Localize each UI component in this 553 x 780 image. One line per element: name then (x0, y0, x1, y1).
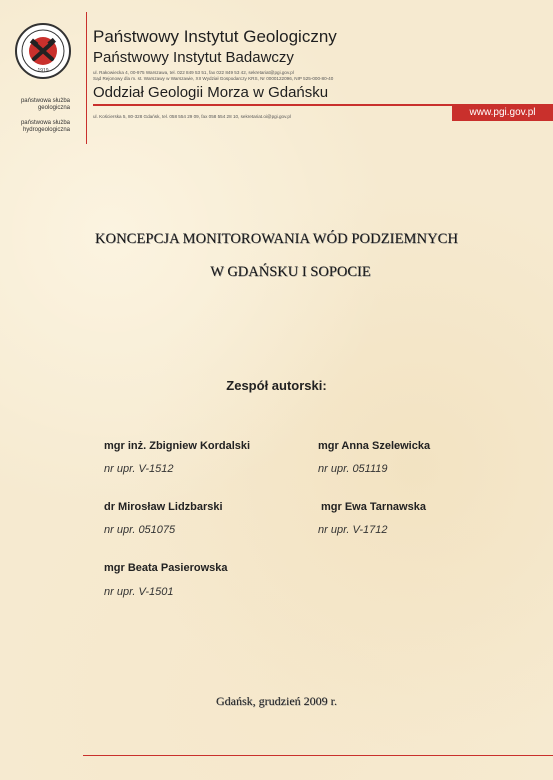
svg-text:1919: 1919 (37, 68, 49, 74)
side-note-hydrogeological: państwowa służba hydrogeologiczna (20, 120, 70, 133)
document-title-line-1: KONCEPCJA MONITOROWANIA WÓD PODZIEMNYCH (94, 231, 459, 247)
org-subtitle: Państwowy Instytut Badawczy (93, 49, 294, 66)
place-and-date: Gdańsk, grudzień 2009 r. (216, 694, 337, 708)
team-heading: Zespół autorski: (226, 378, 327, 393)
footer-red-rule (83, 755, 553, 756)
branch-name: Oddział Geologii Morza w Gdańsku (93, 84, 329, 101)
document-title-line-2: W GDAŃSKU I SOPOCIE (210, 264, 371, 280)
address-line-2: Sąd Rejonowy dla m. st. Warszawy w Warszawie, XII Wydział Gospodarczy KRS, Nr 0000122096, NIP 525-000-80-40 (93, 76, 334, 81)
author-name: mgr Beata Pasierowska (104, 562, 228, 574)
side-note-geological: państwowa służba geologiczna (20, 98, 70, 111)
author-registration: nr upr. V-1501 (104, 586, 174, 598)
author-name: mgr inż. Zbigniew Kordalski (104, 440, 251, 452)
author-name: mgr Ewa Tarnawska (321, 501, 426, 513)
institute-logo-icon (14, 22, 72, 80)
author-registration: nr upr. V-1712 (318, 524, 388, 536)
author-name: dr Mirosław Lidzbarski (104, 501, 223, 513)
branch-address: ul. Kościerska 5, 80-328 Gdańsk, tel. 058 554 29 09, fax 058 554 28 10, sekretariat.oi@pgi.gov.pl (93, 114, 291, 119)
author-registration: nr upr. 051075 (104, 524, 176, 536)
website-link[interactable]: www.pgi.gov.pl (452, 105, 553, 121)
address-line-1: ul. Rakowiecka 4, 00-975 Warszawa, tel. 022 849 53 51, fax 022 849 53 42, sekretariat@pgi.gov.pl (93, 70, 294, 75)
author-registration: nr upr. 051119 (318, 463, 388, 475)
author-registration: nr upr. V-1512 (104, 463, 174, 475)
header-vertical-divider (86, 12, 87, 144)
org-name: Państwowy Instytut Geologiczny (93, 27, 337, 46)
author-name: mgr Anna Szelewicka (318, 440, 431, 452)
